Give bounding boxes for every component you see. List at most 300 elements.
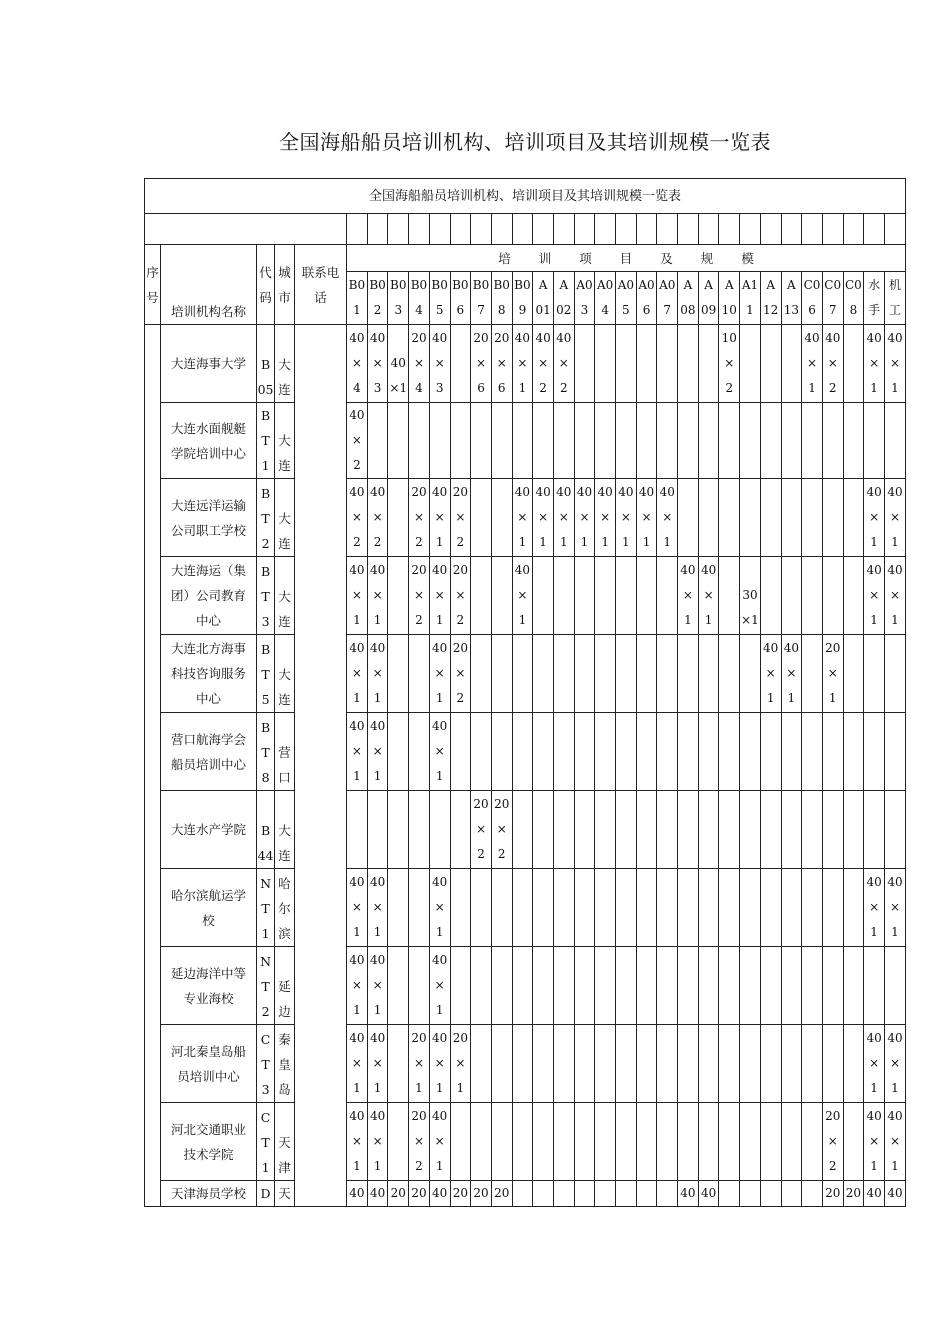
scale-cell (388, 1103, 409, 1181)
scale-cell (802, 1181, 823, 1207)
institution-name: 大连海运（集 团）公司教育 中心 (161, 557, 257, 635)
table-row (145, 947, 906, 1025)
scale-cell (574, 557, 595, 635)
header-item-code: B0 8 (491, 272, 512, 325)
scale-cell: 40 × 1 (429, 635, 450, 713)
table-row (145, 869, 906, 947)
scale-cell (450, 869, 471, 947)
scale-cell (450, 325, 471, 403)
scale-cell (553, 1025, 574, 1103)
scale-cell: 40 × 1 (367, 1025, 388, 1103)
scale-cell: 40 × 1 (636, 479, 657, 557)
scale-cell (574, 713, 595, 791)
institution-city: 大 连 (275, 403, 295, 479)
scale-cell (616, 713, 637, 791)
header-item-code: B0 2 (367, 272, 388, 325)
scale-cell (533, 869, 554, 947)
scale-cell: 40 × 1 (367, 713, 388, 791)
scale-cell (574, 1103, 595, 1181)
scale-cell (512, 403, 533, 479)
scale-cell (678, 947, 699, 1025)
table-row (145, 479, 906, 557)
scale-cell (843, 635, 864, 713)
scale-cell (843, 947, 864, 1025)
scale-cell (636, 1103, 657, 1181)
scale-cell (616, 1181, 637, 1207)
scale-cell (719, 635, 740, 713)
institution-name: 大连水面舰艇 学院培训中心 (161, 403, 257, 479)
scale-cell: 40 (698, 1181, 719, 1207)
scale-cell: 40 × 1 (884, 479, 905, 557)
scale-cell: 40 × 1 (367, 1103, 388, 1181)
blank-cell (719, 214, 740, 245)
blank-cell (616, 214, 637, 245)
scale-cell (450, 713, 471, 791)
scale-cell (843, 713, 864, 791)
scale-cell: 40 × 1 (698, 557, 719, 635)
institution-code: B 05 (257, 325, 275, 403)
scale-cell (884, 403, 905, 479)
scale-cell (388, 479, 409, 557)
scale-cell (450, 403, 471, 479)
header-item-code: A 02 (553, 272, 574, 325)
scale-cell (822, 479, 843, 557)
scale-cell (512, 635, 533, 713)
scale-cell (450, 791, 471, 869)
blank-cell (429, 214, 450, 245)
header-item-code: C0 6 (802, 272, 823, 325)
scale-cell (802, 791, 823, 869)
scale-cell: 40 × 1 (429, 869, 450, 947)
institution-name: 大连水产学院 (161, 791, 257, 869)
scale-cell (388, 403, 409, 479)
scale-cell (491, 403, 512, 479)
blank-cell (657, 214, 678, 245)
scale-cell (616, 557, 637, 635)
header-item-code: A 01 (533, 272, 554, 325)
scale-cell: 20 × 2 (409, 1103, 430, 1181)
scale-cell (595, 557, 616, 635)
scale-cell (698, 869, 719, 947)
scale-cell (843, 403, 864, 479)
scale-cell (740, 1025, 761, 1103)
institution-code: N T 1 (257, 869, 275, 947)
scale-cell (760, 1103, 781, 1181)
scale-cell (533, 1181, 554, 1207)
scale-cell (429, 403, 450, 479)
scale-cell: 40 × 1 (884, 1025, 905, 1103)
scale-cell (595, 713, 616, 791)
scale-cell (636, 713, 657, 791)
scale-cell (698, 947, 719, 1025)
table-row (145, 1181, 906, 1207)
scale-cell (491, 557, 512, 635)
scale-cell (760, 1025, 781, 1103)
scale-cell (740, 947, 761, 1025)
scale-cell: 20 × 2 (822, 1103, 843, 1181)
institution-name: 河北交通职业 技术学院 (161, 1103, 257, 1181)
scale-cell: 40 × 1 (347, 1103, 368, 1181)
scale-cell: 20 × 1 (822, 635, 843, 713)
scale-cell (760, 1181, 781, 1207)
scale-cell: 20 (471, 1181, 492, 1207)
scale-cell (802, 479, 823, 557)
blank-cell (574, 214, 595, 245)
scale-cell (636, 1181, 657, 1207)
scale-cell: 40 × 1 (347, 869, 368, 947)
scale-cell (740, 791, 761, 869)
scale-cell (388, 791, 409, 869)
institution-code: C T 1 (257, 1103, 275, 1181)
scale-cell (698, 1103, 719, 1181)
table-row (145, 1025, 906, 1103)
scale-cell (657, 947, 678, 1025)
scale-cell (760, 403, 781, 479)
scale-cell (698, 635, 719, 713)
scale-cell: 20 × 2 (450, 479, 471, 557)
blank-cell (145, 214, 347, 245)
scale-cell (636, 869, 657, 947)
table-row (145, 1103, 906, 1181)
scale-cell (553, 557, 574, 635)
scale-cell (533, 635, 554, 713)
scale-cell (491, 635, 512, 713)
header-item-code: A 08 (678, 272, 699, 325)
scale-cell (636, 1025, 657, 1103)
scale-cell (698, 1025, 719, 1103)
scale-cell: 20 (491, 1181, 512, 1207)
header-item-code: 水 手 (864, 272, 885, 325)
scale-cell (409, 869, 430, 947)
scale-cell (884, 947, 905, 1025)
scale-cell (678, 403, 699, 479)
scale-cell (595, 1181, 616, 1207)
scale-cell (553, 403, 574, 479)
scale-cell (678, 791, 699, 869)
scale-cell: 40 (884, 1181, 905, 1207)
scale-cell (409, 713, 430, 791)
scale-cell (616, 947, 637, 1025)
scale-cell: 20 × 4 (409, 325, 430, 403)
blank-cell (781, 214, 802, 245)
scale-cell (595, 1025, 616, 1103)
scale-cell (864, 713, 885, 791)
institution-name: 河北秦皇岛船 员培训中心 (161, 1025, 257, 1103)
blank-cell (512, 214, 533, 245)
scale-cell (471, 1025, 492, 1103)
scale-cell (781, 947, 802, 1025)
institution-name: 大连北方海事 科技咨询服务 中心 (161, 635, 257, 713)
scale-cell (450, 947, 471, 1025)
scale-cell (822, 947, 843, 1025)
scale-cell (843, 325, 864, 403)
scale-cell (471, 947, 492, 1025)
blank-cell (533, 214, 554, 245)
training-table (144, 178, 906, 1207)
scale-cell (553, 947, 574, 1025)
header-item-code: A 13 (781, 272, 802, 325)
scale-cell: 40 (367, 1181, 388, 1207)
scale-cell (533, 1025, 554, 1103)
scale-cell (409, 403, 430, 479)
scale-cell (616, 1025, 637, 1103)
institution-code: B T 2 (257, 479, 275, 557)
scale-cell: 40 × 1 (429, 1025, 450, 1103)
header-item-code: A0 5 (616, 272, 637, 325)
header-item-code: A 10 (719, 272, 740, 325)
institution-code: B T 1 (257, 403, 275, 479)
scale-cell (553, 1103, 574, 1181)
table-title: 全国海船船员培训机构、培训项目及其培训规模一览表 (145, 179, 906, 214)
scale-cell (864, 403, 885, 479)
scale-cell (657, 1181, 678, 1207)
institution-code: B T 8 (257, 713, 275, 791)
header-city: 城 市 (275, 245, 295, 325)
scale-cell (512, 869, 533, 947)
scale-cell: 40 × 1 (367, 635, 388, 713)
scale-cell (388, 947, 409, 1025)
header-item-code: B0 5 (429, 272, 450, 325)
header-item-code: B0 3 (388, 272, 409, 325)
scale-cell: 40 × 1 (347, 947, 368, 1025)
scale-cell: 40 × 1 (429, 713, 450, 791)
institution-code: C T 3 (257, 1025, 275, 1103)
scale-cell: 40 × 1 (884, 325, 905, 403)
header-item-code: A0 7 (657, 272, 678, 325)
scale-cell: 40 × 1 (429, 1103, 450, 1181)
scale-cell: 40 × 3 (367, 325, 388, 403)
scale-cell (719, 1181, 740, 1207)
seq-cell (145, 325, 161, 1207)
header-item-code: B0 9 (512, 272, 533, 325)
scale-cell (657, 869, 678, 947)
header-item-code: B0 6 (450, 272, 471, 325)
scale-cell (553, 635, 574, 713)
scale-cell (822, 557, 843, 635)
scale-cell: 40 × 1 (884, 1103, 905, 1181)
scale-cell (533, 947, 554, 1025)
scale-cell (760, 869, 781, 947)
header-item-code: C0 7 (822, 272, 843, 325)
header-item-code: 机 工 (884, 272, 905, 325)
blank-cell (760, 214, 781, 245)
scale-cell (698, 713, 719, 791)
scale-cell (802, 713, 823, 791)
blank-cell (678, 214, 699, 245)
scale-cell (822, 713, 843, 791)
header-item-code: A1 1 (740, 272, 761, 325)
institution-city: 大 连 (275, 791, 295, 869)
scale-cell (781, 791, 802, 869)
scale-cell (636, 325, 657, 403)
scale-cell (657, 325, 678, 403)
scale-cell: 20 × 1 (409, 1025, 430, 1103)
scale-cell (843, 479, 864, 557)
scale-cell: 20 × 6 (471, 325, 492, 403)
header-code: 代 码 (257, 245, 275, 325)
scale-cell (864, 635, 885, 713)
scale-cell: 20 × 6 (491, 325, 512, 403)
scale-cell (553, 791, 574, 869)
scale-cell: 40 × 1 (429, 479, 450, 557)
scale-cell (616, 325, 637, 403)
institution-city: 营 口 (275, 713, 295, 791)
blank-cell (471, 214, 492, 245)
scale-cell (843, 557, 864, 635)
document-title: 全国海船船员培训机构、培训项目及其培训规模一览表 (279, 130, 771, 154)
header-item-code: B0 7 (471, 272, 492, 325)
scale-cell (636, 791, 657, 869)
scale-cell (553, 713, 574, 791)
scale-cell (781, 479, 802, 557)
scale-cell: 40 × 1 (429, 947, 450, 1025)
scale-cell (657, 1025, 678, 1103)
blank-cell (450, 214, 471, 245)
blank-cell (347, 214, 368, 245)
institution-code: B 44 (257, 791, 275, 869)
scale-cell (512, 1103, 533, 1181)
scale-cell (719, 557, 740, 635)
scale-cell: 40 × 1 (657, 479, 678, 557)
scale-cell: 40 × 1 (347, 1025, 368, 1103)
scale-cell: 20 (450, 1181, 471, 1207)
scale-cell (595, 1103, 616, 1181)
scale-cell: 40 × 1 (884, 869, 905, 947)
scale-cell (802, 557, 823, 635)
scale-cell: 40 × 1 (512, 479, 533, 557)
scale-cell: 40 × 1 (347, 635, 368, 713)
scale-cell (512, 947, 533, 1025)
scale-cell: 20 × 2 (409, 557, 430, 635)
scale-cell (409, 947, 430, 1025)
scale-cell: 10 × 2 (719, 325, 740, 403)
blank-cell (636, 214, 657, 245)
institution-code: B T 5 (257, 635, 275, 713)
scale-cell (822, 1025, 843, 1103)
scale-cell (719, 713, 740, 791)
scale-cell: 40 (347, 1181, 368, 1207)
scale-cell (616, 869, 637, 947)
scale-cell: 40 × 1 (512, 557, 533, 635)
scale-cell: 40 × 1 (367, 869, 388, 947)
scale-cell (636, 635, 657, 713)
scale-cell: 20 × 1 (450, 1025, 471, 1103)
scale-cell (843, 869, 864, 947)
scale-cell (864, 947, 885, 1025)
scale-cell (533, 791, 554, 869)
scale-cell: 20 (822, 1181, 843, 1207)
scale-cell (574, 403, 595, 479)
header-item-code: A 12 (760, 272, 781, 325)
scale-cell (740, 1103, 761, 1181)
scale-cell (657, 791, 678, 869)
scale-cell: 40 × 1 (864, 1103, 885, 1181)
blank-cell (409, 214, 430, 245)
scale-cell (491, 947, 512, 1025)
institution-name: 营口航海学会 船员培训中心 (161, 713, 257, 791)
scale-cell: 40 × 1 (574, 479, 595, 557)
scale-cell (636, 947, 657, 1025)
scale-cell: 40 × 1 (864, 479, 885, 557)
scale-cell (698, 403, 719, 479)
scale-cell (574, 1181, 595, 1207)
scale-cell (843, 791, 864, 869)
scale-cell (719, 1025, 740, 1103)
scale-cell: 40 × 1 (533, 479, 554, 557)
scale-cell (471, 635, 492, 713)
scale-cell: 40 ×1 (388, 325, 409, 403)
scale-cell (471, 479, 492, 557)
blank-cell (553, 214, 574, 245)
scale-cell (636, 557, 657, 635)
scale-cell (843, 1025, 864, 1103)
scale-cell (636, 403, 657, 479)
scale-cell (678, 479, 699, 557)
scale-cell (781, 869, 802, 947)
scale-cell (616, 635, 637, 713)
institution-name: 天津海员学校 (161, 1181, 257, 1207)
scale-cell (553, 1181, 574, 1207)
header-phone: 联系电 话 (295, 245, 347, 325)
scale-cell (678, 325, 699, 403)
scale-cell (719, 947, 740, 1025)
scale-cell (347, 791, 368, 869)
scale-cell (781, 1103, 802, 1181)
header-project-label: 培训项目及规模 (347, 245, 906, 272)
scale-cell: 40 × 2 (553, 325, 574, 403)
scale-cell: 40 × 1 (864, 557, 885, 635)
table-row (145, 557, 906, 635)
scale-cell: 40 (864, 1181, 885, 1207)
scale-cell: 20 (409, 1181, 430, 1207)
scale-cell (678, 869, 699, 947)
scale-cell (657, 1103, 678, 1181)
header-item-code: A0 6 (636, 272, 657, 325)
table-row (145, 635, 906, 713)
header-item-code: C0 8 (843, 272, 864, 325)
scale-cell (388, 869, 409, 947)
scale-cell (740, 869, 761, 947)
scale-cell (740, 635, 761, 713)
scale-cell (491, 479, 512, 557)
scale-cell: 20 (843, 1181, 864, 1207)
scale-cell (616, 403, 637, 479)
scale-cell (802, 403, 823, 479)
scale-cell (781, 1181, 802, 1207)
header-name: 培训机构名称 (161, 245, 257, 325)
header-item-code: B0 1 (347, 272, 368, 325)
scale-cell (760, 713, 781, 791)
scale-cell (740, 479, 761, 557)
header-item-code: A0 3 (574, 272, 595, 325)
scale-cell (802, 1103, 823, 1181)
scale-cell (678, 1103, 699, 1181)
scale-cell (740, 403, 761, 479)
scale-cell (802, 1025, 823, 1103)
table-row (145, 403, 906, 479)
table-row (145, 791, 906, 869)
scale-cell (409, 635, 430, 713)
institution-city: 秦 皇 岛 (275, 1025, 295, 1103)
scale-cell (512, 791, 533, 869)
scale-cell: 40 × 1 (864, 325, 885, 403)
scale-cell (450, 1103, 471, 1181)
scale-cell: 40 × 2 (367, 479, 388, 557)
scale-cell (719, 869, 740, 947)
scale-cell (822, 791, 843, 869)
scale-cell (471, 403, 492, 479)
scale-cell (657, 403, 678, 479)
